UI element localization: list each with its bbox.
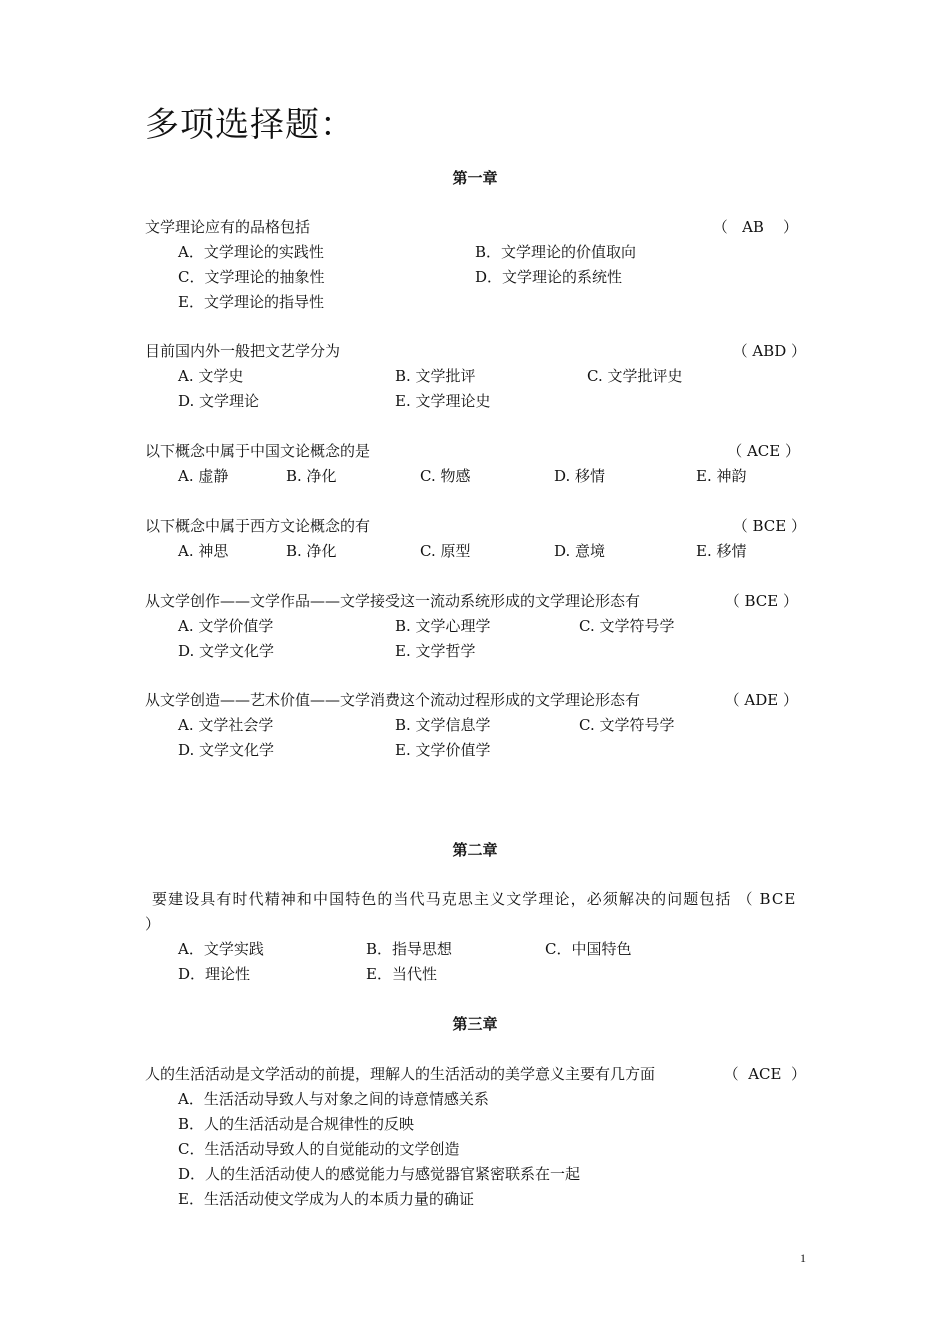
option: B. 文学心理学 <box>395 617 491 635</box>
option: C. 物感 <box>420 467 471 485</box>
question-stem: 以下概念中属于西方文论概念的有 <box>145 517 371 535</box>
option: C. 文学符号学 <box>579 617 675 635</box>
option: C. 文学批评史 <box>587 367 683 385</box>
question-block <box>145 1062 810 1212</box>
option: E．生活活动使文学成为人的本质力量的确证 <box>178 1190 474 1208</box>
option: C．中国特色 <box>545 940 632 958</box>
question-answer: （ BCE ） <box>145 890 797 933</box>
page-title: 多项选择题： <box>145 105 355 145</box>
question-block <box>145 339 810 414</box>
option: D．人的生活活动使人的感觉能力与感觉器官紧密联系在一起 <box>178 1165 581 1183</box>
question-answer: （ AB ） <box>712 218 798 236</box>
question-stem: 文学理论应有的品格包括 <box>145 218 311 236</box>
option: E. 神韵 <box>696 467 747 485</box>
question-block <box>145 215 810 315</box>
option: D．文学理论的系统性 <box>475 268 623 286</box>
question-stem: 要建设具有时代精神和中国特色的当代马克思主义文学理论，必须解决的问题包括 <box>152 890 732 908</box>
option: B. 文学批评 <box>395 367 476 385</box>
option: D. 文学文化学 <box>178 642 275 660</box>
question-block <box>145 887 810 987</box>
option: D. 意境 <box>554 542 606 560</box>
option: B. 净化 <box>286 467 337 485</box>
question-block <box>145 439 810 489</box>
question-block <box>145 514 810 564</box>
chapter-heading: 第二章 <box>452 841 498 859</box>
chapter-heading: 第一章 <box>452 169 498 187</box>
option: C. 原型 <box>420 542 471 560</box>
option: B．人的生活活动是合规律性的反映 <box>178 1115 415 1133</box>
option: A．文学实践 <box>178 940 264 958</box>
question-answer: （ ACE ） <box>723 1065 806 1083</box>
option: D．理论性 <box>178 965 251 983</box>
option: E．文学理论的指导性 <box>178 293 324 311</box>
question-stem: 人的生活活动是文学活动的前提，理解人的生活活动的美学意义主要有几方面 <box>145 1065 656 1083</box>
option: A. 文学社会学 <box>178 716 274 734</box>
option: C. 文学符号学 <box>579 716 675 734</box>
question-answer: （ ACE ） <box>727 442 800 460</box>
option: A．生活活动导致人与对象之间的诗意情感关系 <box>178 1090 489 1108</box>
question-answer: （ ADE ） <box>724 691 798 709</box>
option: B．文学理论的价值取向 <box>475 243 637 261</box>
option: B. 净化 <box>286 542 337 560</box>
option: A. 文学史 <box>178 367 244 385</box>
question-answer: （ ABD ） <box>732 342 806 360</box>
question-block <box>145 589 810 664</box>
question-answer: （ BCE ） <box>732 517 806 535</box>
option: B．指导思想 <box>366 940 453 958</box>
option: E. 文学理论史 <box>395 392 491 410</box>
option: E. 文学哲学 <box>395 642 476 660</box>
option: A. 文学价值学 <box>178 617 274 635</box>
page-number: 1 <box>800 1251 806 1265</box>
option: C．文学理论的抽象性 <box>178 268 325 286</box>
question-block <box>145 688 810 763</box>
option: A. 神思 <box>178 542 229 560</box>
chapter-heading: 第三章 <box>452 1015 498 1033</box>
option: E. 文学价值学 <box>395 741 491 759</box>
option: C．生活活动导致人的自觉能动的文学创造 <box>178 1140 460 1158</box>
question-stem: 目前国内外一般把文艺学分为 <box>145 342 341 360</box>
option: B. 文学信息学 <box>395 716 491 734</box>
option: D. 文学理论 <box>178 392 260 410</box>
option: E．当代性 <box>366 965 437 983</box>
option: A. 虚静 <box>178 467 229 485</box>
question-answer: （ BCE ） <box>724 592 798 610</box>
question-stem: 以下概念中属于中国文论概念的是 <box>145 442 371 460</box>
option: A．文学理论的实践性 <box>178 243 324 261</box>
question-stem: 从文学创作——文学作品——文学接受这一流动系统形成的文学理论形态有 <box>145 592 641 610</box>
option: D. 文学文化学 <box>178 741 275 759</box>
option: E. 移情 <box>696 542 747 560</box>
question-stem: 从文学创造——艺术价值——文学消费这个流动过程形成的文学理论形态有 <box>145 691 641 709</box>
option: D. 移情 <box>554 467 606 485</box>
